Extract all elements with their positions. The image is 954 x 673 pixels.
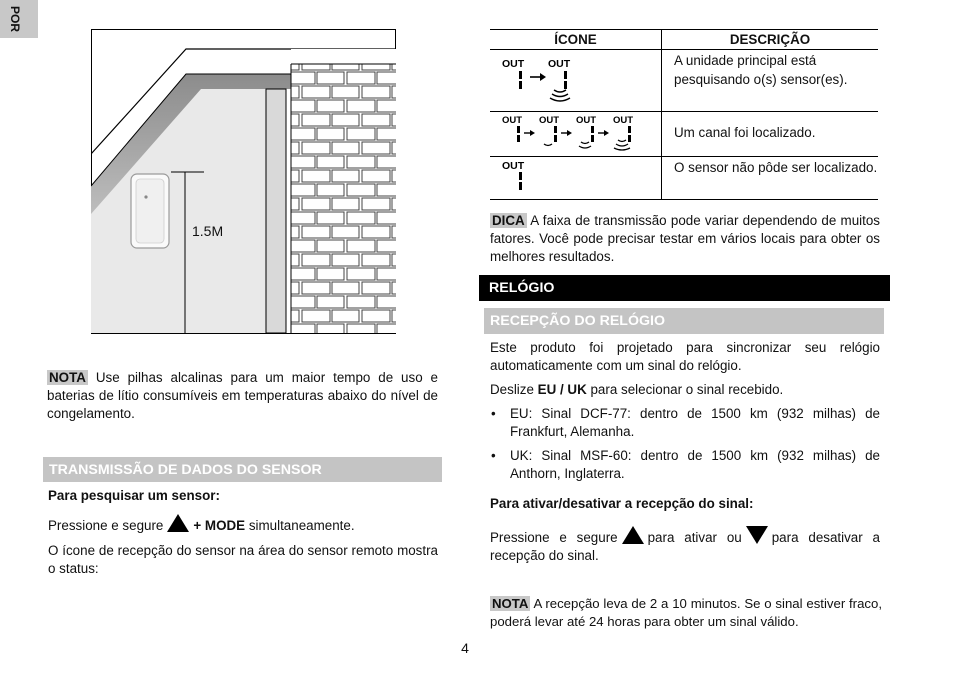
up-arrow-icon bbox=[622, 526, 644, 544]
up-arrow-icon bbox=[167, 514, 189, 532]
clock-intro: Este produto foi projetado para sincronizar seu relógio automaticamente com um sinal do relógio. bbox=[490, 340, 880, 373]
tip-label: DICA bbox=[492, 213, 525, 228]
page-number: 4 bbox=[461, 640, 469, 656]
table-header-description: DESCRIÇÃO bbox=[662, 30, 879, 50]
status-description: O ícone de recepção do sensor na área do sensor remoto mostra o status: bbox=[48, 543, 438, 576]
battery-note bbox=[47, 369, 438, 423]
note-text: A recepção leva de 2 a 10 minutos. Se o sinal estiver fraco, poderá levar até 24 horas para obter um sinal válido. bbox=[490, 596, 883, 629]
searching-signal-icon bbox=[490, 50, 661, 106]
svg-text:OUT: OUT bbox=[548, 58, 571, 70]
language-tab bbox=[0, 0, 38, 38]
table-header-icon: ÍCONE bbox=[490, 30, 662, 50]
signal-list bbox=[490, 405, 880, 489]
note-label: NOTA bbox=[49, 370, 86, 385]
table-row bbox=[490, 112, 878, 157]
sensor-not-found-icon bbox=[490, 157, 661, 194]
section-title-clock-reception: RECEPÇÃO DO RELÓGIO bbox=[484, 308, 884, 334]
row-description: A unidade principal está pesquisando o(s) sensor(es). bbox=[662, 50, 879, 112]
sensor-status-table bbox=[490, 29, 878, 200]
sensor-mounting-illustration bbox=[91, 29, 396, 334]
svg-text:OUT: OUT bbox=[539, 115, 560, 126]
note-label: NOTA bbox=[492, 596, 529, 611]
note-text: Use pilhas alcalinas para um maior tempo de uso e baterias de lítio consumíveis em temperaturas abaixo do nível de congelamento. bbox=[47, 370, 438, 421]
section-title-clock: RELÓGIO bbox=[479, 275, 890, 301]
search-instruction: Pressione e segure + MODE simultaneamente. bbox=[48, 514, 438, 535]
reception-note bbox=[490, 595, 882, 631]
svg-text:OUT: OUT bbox=[502, 58, 525, 70]
search-heading: Para pesquisar um sensor: bbox=[48, 488, 220, 503]
toggle-heading: Para ativar/desativar a recepção do sinal: bbox=[490, 496, 754, 511]
svg-text:OUT: OUT bbox=[502, 160, 525, 172]
svg-text:OUT: OUT bbox=[502, 115, 523, 126]
row-description: O sensor não pôde ser localizado. bbox=[662, 157, 879, 200]
tip-text: A faixa de transmissão pode variar dependendo de muitos fatores. Você pode precisar testar em vários locais para obter os melhores resultados. bbox=[490, 213, 880, 264]
signal-select-instruction: Deslize EU / UK para selecionar o sinal recebido. bbox=[490, 382, 784, 397]
language-tab-label: POR bbox=[8, 5, 22, 32]
table-row bbox=[490, 50, 878, 112]
height-label: 1.5M bbox=[192, 223, 224, 239]
toggle-instruction: Pressione e segure para ativar ou para desativar a recepção do sinal. bbox=[490, 526, 880, 565]
list-item: • EU: Sinal DCF-77: dentro de 1500 km (932 milhas) de Frankfurt, Alemanha. bbox=[490, 405, 880, 441]
row-description: Um canal foi localizado. bbox=[662, 112, 879, 157]
transmission-tip bbox=[490, 212, 880, 266]
svg-text:OUT: OUT bbox=[576, 115, 597, 126]
table-row bbox=[490, 157, 878, 200]
section-title-sensor-transmission: TRANSMISSÃO DE DADOS DO SENSOR bbox=[43, 457, 442, 482]
svg-text:OUT: OUT bbox=[613, 115, 634, 126]
list-item: • UK: Sinal MSF-60: dentro de 1500 km (932 milhas) de Anthorn, Inglaterra. bbox=[490, 447, 880, 483]
down-arrow-icon bbox=[746, 526, 768, 544]
channel-found-icon bbox=[490, 112, 661, 151]
